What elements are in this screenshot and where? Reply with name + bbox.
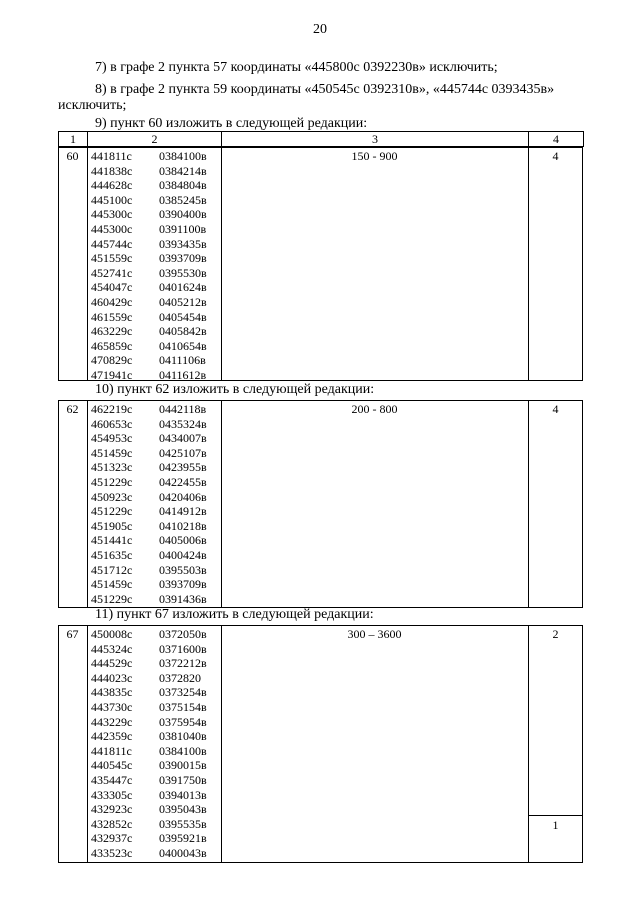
longitude-value: 0395503в bbox=[159, 562, 207, 577]
latitude-value: 433305с bbox=[91, 787, 133, 802]
latitude-value: 435447с bbox=[91, 772, 133, 787]
longitude-value: 0435324в bbox=[159, 416, 207, 431]
longitude-value: 0420406в bbox=[159, 489, 207, 504]
column-4-value: 4 bbox=[552, 149, 559, 163]
column-divider bbox=[528, 147, 529, 381]
latitude-value: 443730с bbox=[91, 699, 133, 714]
coordinate-row bbox=[91, 149, 207, 164]
coordinate-row bbox=[91, 446, 207, 461]
coordinates-list bbox=[91, 149, 207, 383]
coordinate-row bbox=[91, 700, 207, 715]
coordinate-row bbox=[91, 193, 207, 208]
coordinate-row bbox=[91, 339, 207, 354]
latitude-value: 451635с bbox=[91, 547, 133, 562]
latitude-value: 442359с bbox=[91, 729, 133, 744]
coordinate-row bbox=[91, 295, 207, 310]
longitude-value: 0384100в bbox=[159, 743, 207, 758]
item-number: 62 bbox=[66, 402, 79, 416]
header-col-2: 2 bbox=[88, 132, 222, 147]
longitude-value: 0394013в bbox=[159, 787, 207, 802]
table-header bbox=[58, 131, 584, 147]
latitude-value: 445300с bbox=[91, 207, 133, 222]
longitude-value: 0434007в bbox=[159, 431, 207, 446]
coordinate-row bbox=[91, 417, 207, 432]
paragraph-item-10: 10) пункт 62 изложить в следующей редакции: bbox=[95, 382, 375, 397]
longitude-value: 0395530в bbox=[159, 265, 207, 280]
coordinate-row bbox=[91, 266, 207, 281]
longitude-value: 0411612в bbox=[159, 367, 207, 382]
coordinates-list bbox=[91, 402, 207, 606]
longitude-value: 0375154в bbox=[159, 699, 207, 714]
paragraph-item-9: 9) пункт 60 изложить в следующей редакции: bbox=[95, 116, 368, 131]
coordinate-row bbox=[91, 788, 207, 803]
latitude-value: 443835с bbox=[91, 685, 133, 700]
latitude-value: 450923с bbox=[91, 489, 133, 504]
latitude-value: 441838с bbox=[91, 163, 133, 178]
latitude-value: 445300с bbox=[91, 221, 133, 236]
coordinate-row bbox=[91, 758, 207, 773]
column-divider bbox=[87, 400, 88, 608]
latitude-value: 444023с bbox=[91, 670, 133, 685]
coordinate-row bbox=[91, 251, 207, 266]
coordinate-row bbox=[91, 324, 207, 339]
coordinate-row bbox=[91, 671, 207, 686]
latitude-value: 433523с bbox=[91, 845, 133, 860]
coordinate-row bbox=[91, 773, 207, 788]
table-block-62 bbox=[58, 400, 583, 608]
longitude-value: 0423955в bbox=[159, 460, 207, 475]
latitude-value: 445100с bbox=[91, 192, 133, 207]
coordinate-row bbox=[91, 744, 207, 759]
latitude-value: 451905с bbox=[91, 518, 133, 533]
coordinate-row bbox=[91, 504, 207, 519]
coordinate-row bbox=[91, 563, 207, 578]
latitude-value: 443229с bbox=[91, 714, 133, 729]
latitude-value: 432923с bbox=[91, 802, 133, 817]
longitude-value: 0391436в bbox=[159, 591, 207, 606]
longitude-value: 0371600в bbox=[159, 641, 207, 656]
latitude-value: 470829с bbox=[91, 353, 133, 368]
longitude-value: 0414912в bbox=[159, 504, 207, 519]
coordinate-row bbox=[91, 519, 207, 534]
longitude-value: 0385245в bbox=[159, 192, 207, 207]
coordinate-row bbox=[91, 368, 207, 383]
longitude-value: 0422455в bbox=[159, 474, 207, 489]
coordinate-row bbox=[91, 802, 207, 817]
longitude-value: 0391100в bbox=[159, 221, 207, 236]
coordinate-row bbox=[91, 431, 207, 446]
coordinate-row bbox=[91, 460, 207, 475]
longitude-value: 0372212в bbox=[159, 656, 207, 671]
column-divider bbox=[87, 147, 88, 381]
column-4-value: 2 bbox=[552, 627, 559, 641]
latitude-value: 452741с bbox=[91, 265, 133, 280]
latitude-value: 460653с bbox=[91, 416, 133, 431]
longitude-value: 0400043в bbox=[159, 845, 207, 860]
coordinate-row bbox=[91, 627, 207, 642]
longitude-value: 0393435в bbox=[159, 236, 207, 251]
longitude-value: 0384804в bbox=[159, 178, 207, 193]
column-divider bbox=[221, 400, 222, 608]
latitude-value: 445744с bbox=[91, 236, 133, 251]
paragraph-item-7: 7) в графе 2 пункта 57 координаты «445800с 0392230в» исключить; bbox=[95, 60, 498, 75]
longitude-value: 0393709в bbox=[159, 251, 207, 266]
table-block-67 bbox=[58, 625, 583, 863]
longitude-value: 0390400в bbox=[159, 207, 207, 222]
latitude-value: 471941с bbox=[91, 367, 133, 382]
longitude-value: 0405454в bbox=[159, 309, 207, 324]
range-value: 200 - 800 bbox=[351, 402, 398, 416]
latitude-value: 454047с bbox=[91, 280, 133, 295]
coordinate-row bbox=[91, 402, 207, 417]
coordinate-row bbox=[91, 353, 207, 368]
coordinate-row bbox=[91, 577, 207, 592]
latitude-value: 451459с bbox=[91, 445, 133, 460]
coordinate-row bbox=[91, 817, 207, 832]
latitude-value: 444628с bbox=[91, 178, 133, 193]
coordinate-row bbox=[91, 685, 207, 700]
longitude-value: 0372050в bbox=[159, 627, 207, 641]
latitude-value: 450008с bbox=[91, 627, 133, 641]
longitude-value: 0400424в bbox=[159, 547, 207, 562]
coordinate-row bbox=[91, 490, 207, 505]
longitude-value: 0395921в bbox=[159, 831, 207, 846]
column-divider bbox=[528, 400, 529, 608]
coordinate-row bbox=[91, 178, 207, 193]
item-number: 67 bbox=[66, 627, 79, 641]
latitude-value: 465859с bbox=[91, 338, 133, 353]
coordinate-row bbox=[91, 715, 207, 730]
latitude-value: 462219с bbox=[91, 402, 133, 416]
coordinate-row bbox=[91, 642, 207, 657]
latitude-value: 454953с bbox=[91, 431, 133, 446]
header-col-1: 1 bbox=[59, 132, 88, 147]
coordinate-row bbox=[91, 475, 207, 490]
latitude-value: 451323с bbox=[91, 460, 133, 475]
latitude-value: 441811с bbox=[91, 149, 132, 163]
longitude-value: 0401624в bbox=[159, 280, 207, 295]
longitude-value: 0375954в bbox=[159, 714, 207, 729]
latitude-value: 451441с bbox=[91, 533, 133, 548]
header-col-3: 3 bbox=[222, 132, 529, 147]
paragraph-item-11: 11) пункт 67 изложить в следующей редакции: bbox=[95, 607, 374, 622]
coordinate-row bbox=[91, 207, 207, 222]
longitude-value: 0405212в bbox=[159, 294, 207, 309]
coordinate-row bbox=[91, 222, 207, 237]
coordinate-row bbox=[91, 656, 207, 671]
coordinate-row bbox=[91, 310, 207, 325]
coordinate-row bbox=[91, 548, 207, 563]
longitude-value: 0373254в bbox=[159, 685, 207, 700]
column-4-value: 4 bbox=[552, 402, 559, 416]
latitude-value: 444529с bbox=[91, 656, 133, 671]
latitude-value: 432937с bbox=[91, 831, 133, 846]
longitude-value: 0384100в bbox=[159, 149, 207, 163]
coordinate-row bbox=[91, 533, 207, 548]
paragraph-item-8-continuation: исключить; bbox=[58, 98, 127, 113]
latitude-value: 432852с bbox=[91, 816, 133, 831]
column-4-second-value: 1 bbox=[552, 818, 559, 832]
longitude-value: 0405842в bbox=[159, 324, 207, 339]
longitude-value: 0393709в bbox=[159, 577, 207, 592]
longitude-value: 0411106в bbox=[159, 353, 206, 368]
column-divider bbox=[221, 625, 222, 863]
latitude-value: 451229с bbox=[91, 504, 133, 519]
latitude-value: 463229с bbox=[91, 324, 133, 339]
latitude-value: 461559с bbox=[91, 309, 133, 324]
longitude-value: 0391750в bbox=[159, 772, 207, 787]
coordinate-row bbox=[91, 846, 207, 861]
latitude-value: 440545с bbox=[91, 758, 133, 773]
latitude-value: 451229с bbox=[91, 474, 133, 489]
coordinate-row bbox=[91, 237, 207, 252]
latitude-value: 441811с bbox=[91, 743, 132, 758]
latitude-value: 451229с bbox=[91, 591, 133, 606]
latitude-value: 445324с bbox=[91, 641, 133, 656]
longitude-value: 0390015в bbox=[159, 758, 207, 773]
coordinate-row bbox=[91, 592, 207, 607]
longitude-value: 0395043в bbox=[159, 802, 207, 817]
range-value: 300 – 3600 bbox=[347, 627, 402, 641]
coordinate-row bbox=[91, 164, 207, 179]
paragraph-item-8: 8) в графе 2 пункта 59 координаты «450545с 0392310в», «445744с 0393435в» bbox=[95, 82, 555, 97]
coordinate-row bbox=[91, 729, 207, 744]
column-divider bbox=[87, 625, 88, 863]
coordinate-row bbox=[91, 280, 207, 295]
longitude-value: 0405006в bbox=[159, 533, 207, 548]
longitude-value: 0372820 bbox=[159, 670, 201, 685]
latitude-value: 460429с bbox=[91, 294, 133, 309]
longitude-value: 0442118в bbox=[159, 402, 207, 416]
item-number: 60 bbox=[66, 149, 79, 163]
longitude-value: 0410218в bbox=[159, 518, 207, 533]
longitude-value: 0410654в bbox=[159, 338, 207, 353]
header-col-4: 4 bbox=[529, 132, 584, 147]
cell-divider bbox=[528, 815, 583, 816]
latitude-value: 451559с bbox=[91, 251, 133, 266]
latitude-value: 451712с bbox=[91, 562, 133, 577]
coordinates-list bbox=[91, 627, 207, 861]
longitude-value: 0381040в bbox=[159, 729, 207, 744]
longitude-value: 0395535в bbox=[159, 816, 207, 831]
table-block-60 bbox=[58, 147, 583, 381]
range-value: 150 - 900 bbox=[351, 149, 398, 163]
page-number: 20 bbox=[313, 22, 327, 37]
longitude-value: 0384214в bbox=[159, 163, 207, 178]
column-divider bbox=[221, 147, 222, 381]
coordinate-row bbox=[91, 831, 207, 846]
longitude-value: 0425107в bbox=[159, 445, 207, 460]
latitude-value: 451459с bbox=[91, 577, 133, 592]
